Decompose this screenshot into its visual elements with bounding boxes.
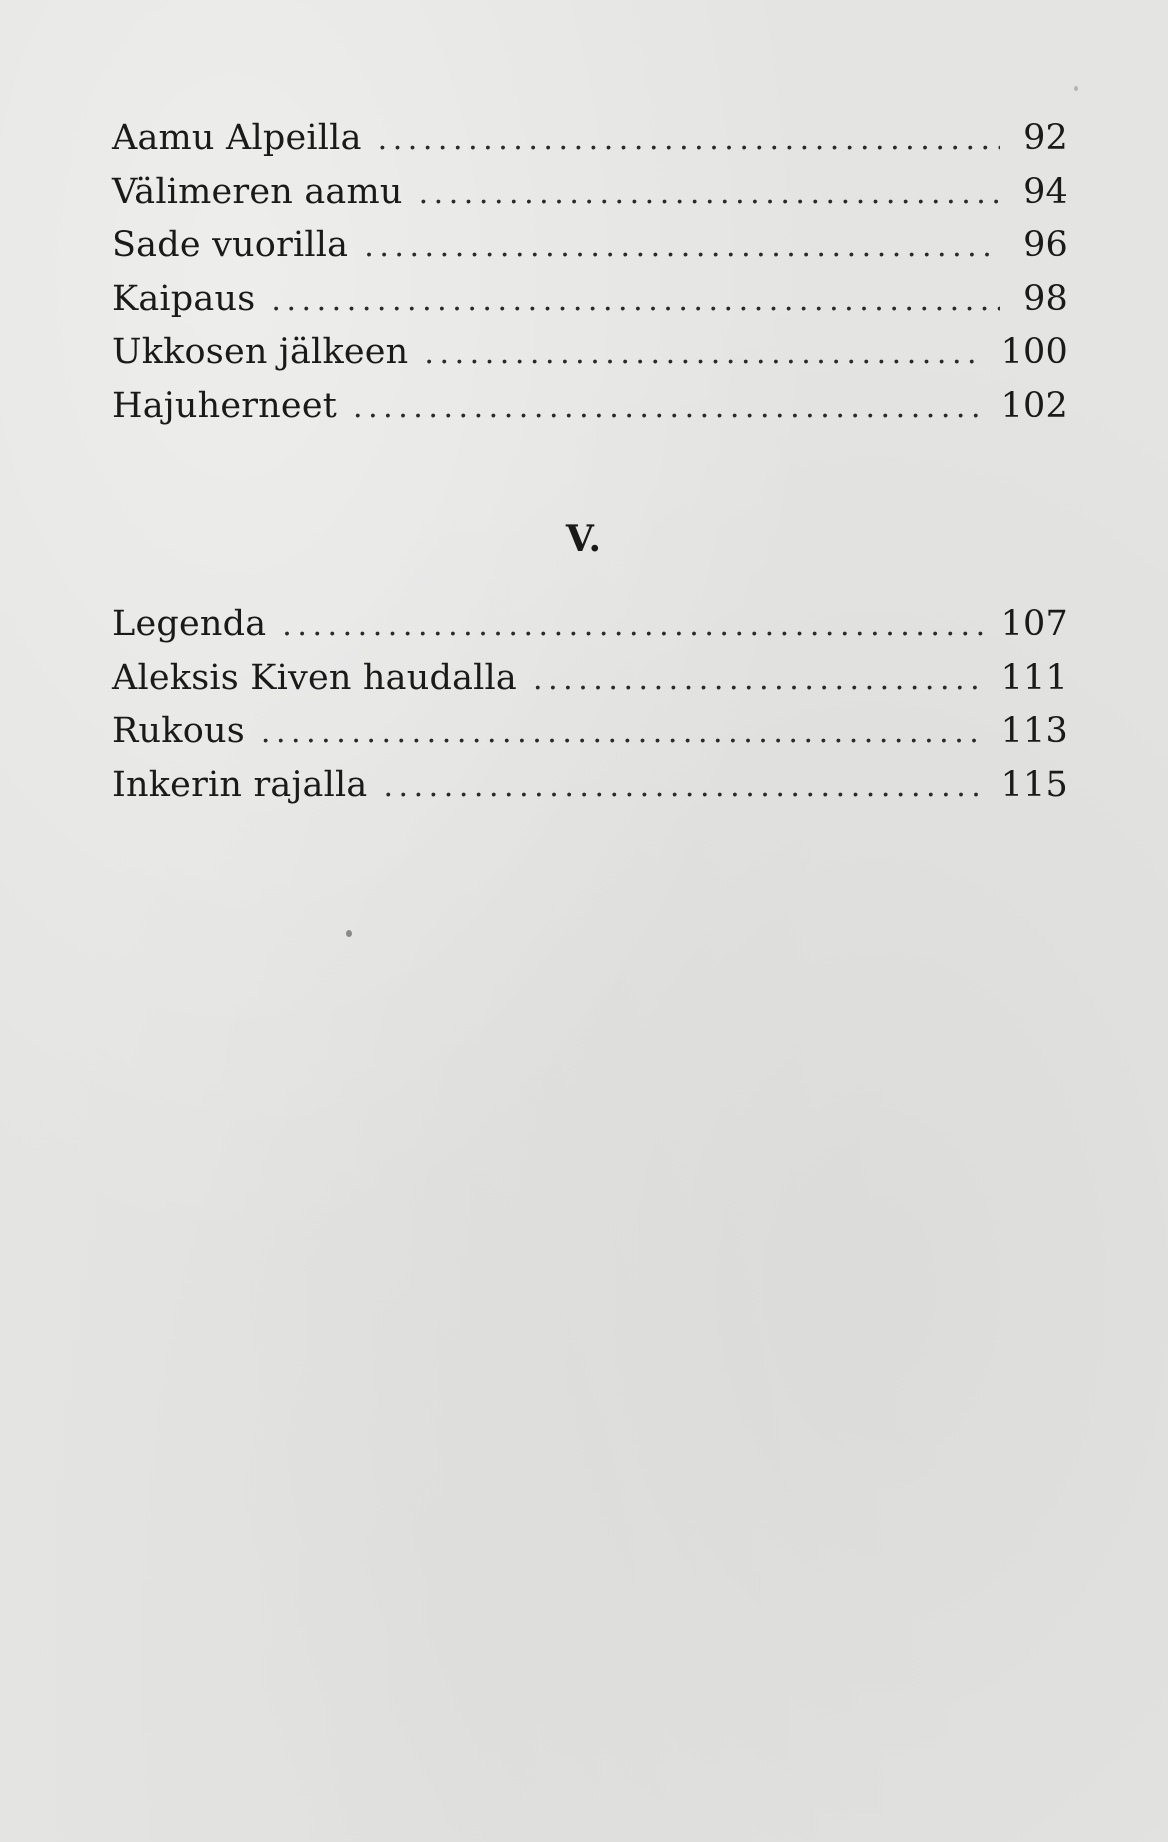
toc-entry [112,332,1068,386]
paper-speck [1074,86,1078,91]
dot-leader [533,662,983,697]
toc-entry-title: Aamu Alpeilla [112,118,362,158]
toc-entry-title: Rukous [112,711,245,751]
toc-entry [112,279,1068,333]
toc-entry-title: Kaipaus [112,278,256,319]
toc-entry [112,658,1068,712]
dot-leader [378,122,1000,157]
toc-entry-page-number: 92 [1023,118,1068,158]
dot-leader [364,229,1000,264]
toc-entry [112,386,1068,440]
toc-entry-title: Ukkosen jälkeen [112,332,409,372]
dot-leader [419,176,1000,211]
table-of-contents-part-a [112,118,1068,439]
toc-entry [112,225,1068,279]
toc-entry [112,711,1068,765]
toc-entry-title: Sade vuorilla [112,225,349,265]
dot-leader [261,715,983,750]
toc-entry-page-number: 111 [1000,657,1068,698]
toc-entry-page-number: 100 [1000,332,1068,372]
toc-entry-title: Legenda [112,604,267,644]
paper-speck [346,930,352,937]
toc-entry-title: Hajuherneet [112,385,338,426]
dot-leader [383,769,982,804]
toc-entry-page-number: 115 [1000,764,1068,805]
toc-entry [112,604,1068,658]
dot-leader [271,283,1000,318]
toc-entry [112,765,1068,819]
toc-entry-page-number: 113 [1000,711,1068,751]
dot-leader [353,390,983,425]
section-heading: V. [565,518,603,560]
toc-entry-page-number: 107 [1000,604,1068,644]
toc-entry-title: Inkerin rajalla [112,764,368,805]
toc-entry-page-number: 96 [1023,225,1068,265]
toc-entry [112,172,1068,226]
table-of-contents-part-b [112,604,1068,818]
toc-entry-page-number: 102 [1000,385,1068,426]
toc-entry-page-number: 98 [1023,278,1068,319]
dot-leader [282,608,982,643]
toc-entry-title: Välimeren aamu [112,171,403,212]
dot-leader [424,336,982,371]
toc-entry-title: Aleksis Kiven haudalla [112,657,518,698]
toc-entry-page-number: 94 [1023,171,1068,212]
toc-entry [112,118,1068,172]
